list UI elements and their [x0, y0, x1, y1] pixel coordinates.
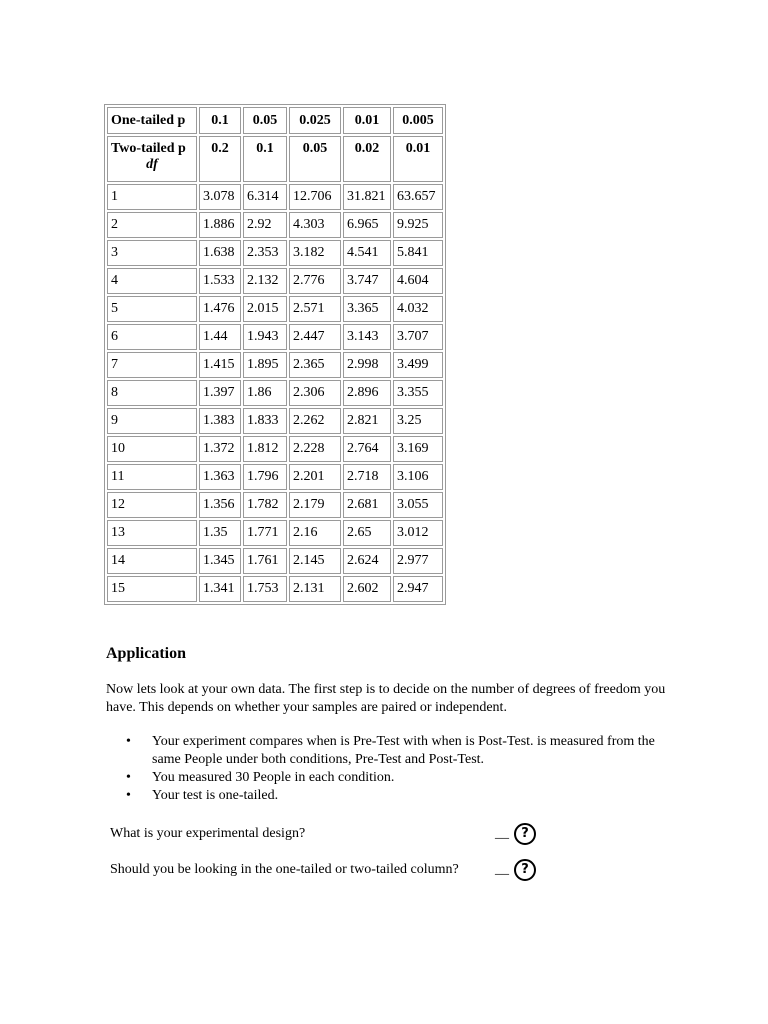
df-cell: 7 [107, 352, 197, 378]
critical-value-cell: 1.782 [243, 492, 287, 518]
critical-value-cell: 63.657 [393, 184, 443, 210]
critical-value-cell: 1.86 [243, 380, 287, 406]
df-cell: 1 [107, 184, 197, 210]
critical-value-cell: 2.821 [343, 408, 391, 434]
table-row [107, 268, 443, 294]
two-tailed-label: Two-tailed p [111, 141, 186, 156]
critical-value-cell: 2.602 [343, 576, 391, 602]
critical-value-cell: 1.397 [199, 380, 241, 406]
table-row [107, 240, 443, 266]
header-cell: 0.1 [243, 136, 287, 182]
critical-value-cell: 1.796 [243, 464, 287, 490]
table-row [107, 408, 443, 434]
critical-value-cell: 6.965 [343, 212, 391, 238]
header-label-one-tailed: One-tailed p [107, 107, 197, 134]
df-cell: 8 [107, 380, 197, 406]
table-row [107, 324, 443, 350]
critical-value-cell: 2.624 [343, 548, 391, 574]
critical-value-cell: 1.372 [199, 436, 241, 462]
table-row [107, 352, 443, 378]
bullet-glyph: • [126, 770, 131, 785]
critical-value-cell: 3.747 [343, 268, 391, 294]
table-row [107, 576, 443, 602]
header-cell: 0.025 [289, 107, 341, 134]
critical-value-cell: 1.356 [199, 492, 241, 518]
critical-value-cell: 3.143 [343, 324, 391, 350]
header-row-one-tailed [107, 107, 443, 134]
bullet-glyph: • [126, 788, 131, 803]
critical-value-cell: 3.055 [393, 492, 443, 518]
table-row [107, 296, 443, 322]
critical-value-cell: 2.896 [343, 380, 391, 406]
critical-value-cell: 4.032 [393, 296, 443, 322]
critical-value-cell: 5.841 [393, 240, 443, 266]
intro-paragraph: Now lets look at your own data. The first step is to decide on the number of degrees of freedom you have. This depends on whether your samples are paired or independent. [106, 682, 666, 715]
critical-value-cell: 3.182 [289, 240, 341, 266]
df-cell: 3 [107, 240, 197, 266]
header-row-two-tailed [107, 136, 443, 182]
critical-value-cell: 3.078 [199, 184, 241, 210]
df-cell: 12 [107, 492, 197, 518]
critical-value-cell: 3.365 [343, 296, 391, 322]
question-text: What is your experimental design? [110, 826, 306, 841]
critical-value-cell: 2.998 [343, 352, 391, 378]
df-cell: 9 [107, 408, 197, 434]
df-label: df [146, 157, 158, 172]
table-row [107, 464, 443, 490]
list-item-text: You measured 30 People in each condition. [152, 770, 395, 785]
critical-value-cell: 3.169 [393, 436, 443, 462]
critical-value-cell: 1.476 [199, 296, 241, 322]
critical-value-cell: 1.638 [199, 240, 241, 266]
critical-value-cell: 2.365 [289, 352, 341, 378]
critical-value-cell: 2.447 [289, 324, 341, 350]
df-cell: 5 [107, 296, 197, 322]
critical-value-cell: 2.015 [243, 296, 287, 322]
critical-value-cell: 31.821 [343, 184, 391, 210]
critical-value-cell: 1.886 [199, 212, 241, 238]
critical-value-cell: 2.16 [289, 520, 341, 546]
critical-value-cell: 2.92 [243, 212, 287, 238]
df-cell: 15 [107, 576, 197, 602]
critical-value-cell: 2.228 [289, 436, 341, 462]
header-cell: 0.01 [343, 107, 391, 134]
critical-value-cell: 2.145 [289, 548, 341, 574]
header-label-two-tailed [107, 136, 197, 182]
critical-value-cell: 1.383 [199, 408, 241, 434]
critical-value-cell: 2.977 [393, 548, 443, 574]
table-row [107, 520, 443, 546]
answer-blank[interactable]: __ [495, 862, 509, 877]
question-circle-icon[interactable]: ? [514, 823, 536, 845]
critical-value-cell: 3.355 [393, 380, 443, 406]
critical-value-cell: 1.895 [243, 352, 287, 378]
critical-value-cell: 4.604 [393, 268, 443, 294]
df-cell: 4 [107, 268, 197, 294]
critical-value-cell: 2.262 [289, 408, 341, 434]
header-cell: 0.05 [243, 107, 287, 134]
critical-value-cell: 1.363 [199, 464, 241, 490]
header-cell: 0.1 [199, 107, 241, 134]
critical-value-cell: 3.25 [393, 408, 443, 434]
critical-value-cell: 2.776 [289, 268, 341, 294]
critical-value-cell: 6.314 [243, 184, 287, 210]
df-cell: 2 [107, 212, 197, 238]
critical-value-cell: 1.415 [199, 352, 241, 378]
conditions-list [106, 733, 666, 805]
question-design [110, 822, 550, 846]
critical-value-cell: 1.771 [243, 520, 287, 546]
critical-value-cell: 3.499 [393, 352, 443, 378]
critical-value-cell: 1.35 [199, 520, 241, 546]
table-row [107, 492, 443, 518]
critical-value-cell: 2.65 [343, 520, 391, 546]
critical-value-cell: 2.353 [243, 240, 287, 266]
answer-blank[interactable]: __ [495, 826, 509, 841]
table-row [107, 184, 443, 210]
list-item-text: Your experiment compares when is Pre-Test with when is Post-Test. is measured from the same People under both conditions, Pre-Test and Post-Test. [152, 734, 655, 767]
critical-value-cell: 1.761 [243, 548, 287, 574]
table-row [107, 548, 443, 574]
critical-value-cell: 2.131 [289, 576, 341, 602]
header-cell: 0.05 [289, 136, 341, 182]
question-text: Should you be looking in the one-tailed or two-tailed column? [110, 862, 459, 877]
df-cell: 13 [107, 520, 197, 546]
table-row [107, 436, 443, 462]
bullet-glyph: • [126, 734, 131, 749]
table-row [107, 212, 443, 238]
critical-value-cell: 2.764 [343, 436, 391, 462]
df-cell: 6 [107, 324, 197, 350]
critical-value-cell: 4.541 [343, 240, 391, 266]
question-circle-icon[interactable]: ? [514, 859, 536, 881]
critical-value-cell: 2.132 [243, 268, 287, 294]
critical-value-cell: 1.833 [243, 408, 287, 434]
critical-value-cell: 2.681 [343, 492, 391, 518]
df-cell: 14 [107, 548, 197, 574]
list-item [106, 769, 666, 787]
critical-value-cell: 1.341 [199, 576, 241, 602]
critical-value-cell: 1.753 [243, 576, 287, 602]
header-cell: 0.2 [199, 136, 241, 182]
critical-value-cell: 4.303 [289, 212, 341, 238]
header-cell: 0.005 [393, 107, 443, 134]
critical-value-cell: 1.943 [243, 324, 287, 350]
list-item [106, 733, 666, 769]
application-heading: Application [106, 645, 187, 662]
list-item-text: Your test is one-tailed. [152, 788, 279, 803]
critical-value-cell: 2.571 [289, 296, 341, 322]
critical-value-cell: 1.44 [199, 324, 241, 350]
critical-value-cell: 2.201 [289, 464, 341, 490]
question-tail [110, 858, 550, 882]
df-cell: 10 [107, 436, 197, 462]
critical-value-cell: 2.947 [393, 576, 443, 602]
critical-value-cell: 2.306 [289, 380, 341, 406]
critical-value-cell: 3.707 [393, 324, 443, 350]
critical-value-cell: 12.706 [289, 184, 341, 210]
critical-value-cell: 1.533 [199, 268, 241, 294]
critical-value-cell: 1.812 [243, 436, 287, 462]
df-cell: 11 [107, 464, 197, 490]
header-cell: 0.02 [343, 136, 391, 182]
critical-value-cell: 1.345 [199, 548, 241, 574]
t-distribution-table [104, 104, 446, 605]
critical-value-cell: 3.012 [393, 520, 443, 546]
table-row [107, 380, 443, 406]
header-cell: 0.01 [393, 136, 443, 182]
critical-value-cell: 2.179 [289, 492, 341, 518]
list-item [106, 787, 666, 805]
critical-value-cell: 2.718 [343, 464, 391, 490]
critical-value-cell: 3.106 [393, 464, 443, 490]
critical-value-cell: 9.925 [393, 212, 443, 238]
